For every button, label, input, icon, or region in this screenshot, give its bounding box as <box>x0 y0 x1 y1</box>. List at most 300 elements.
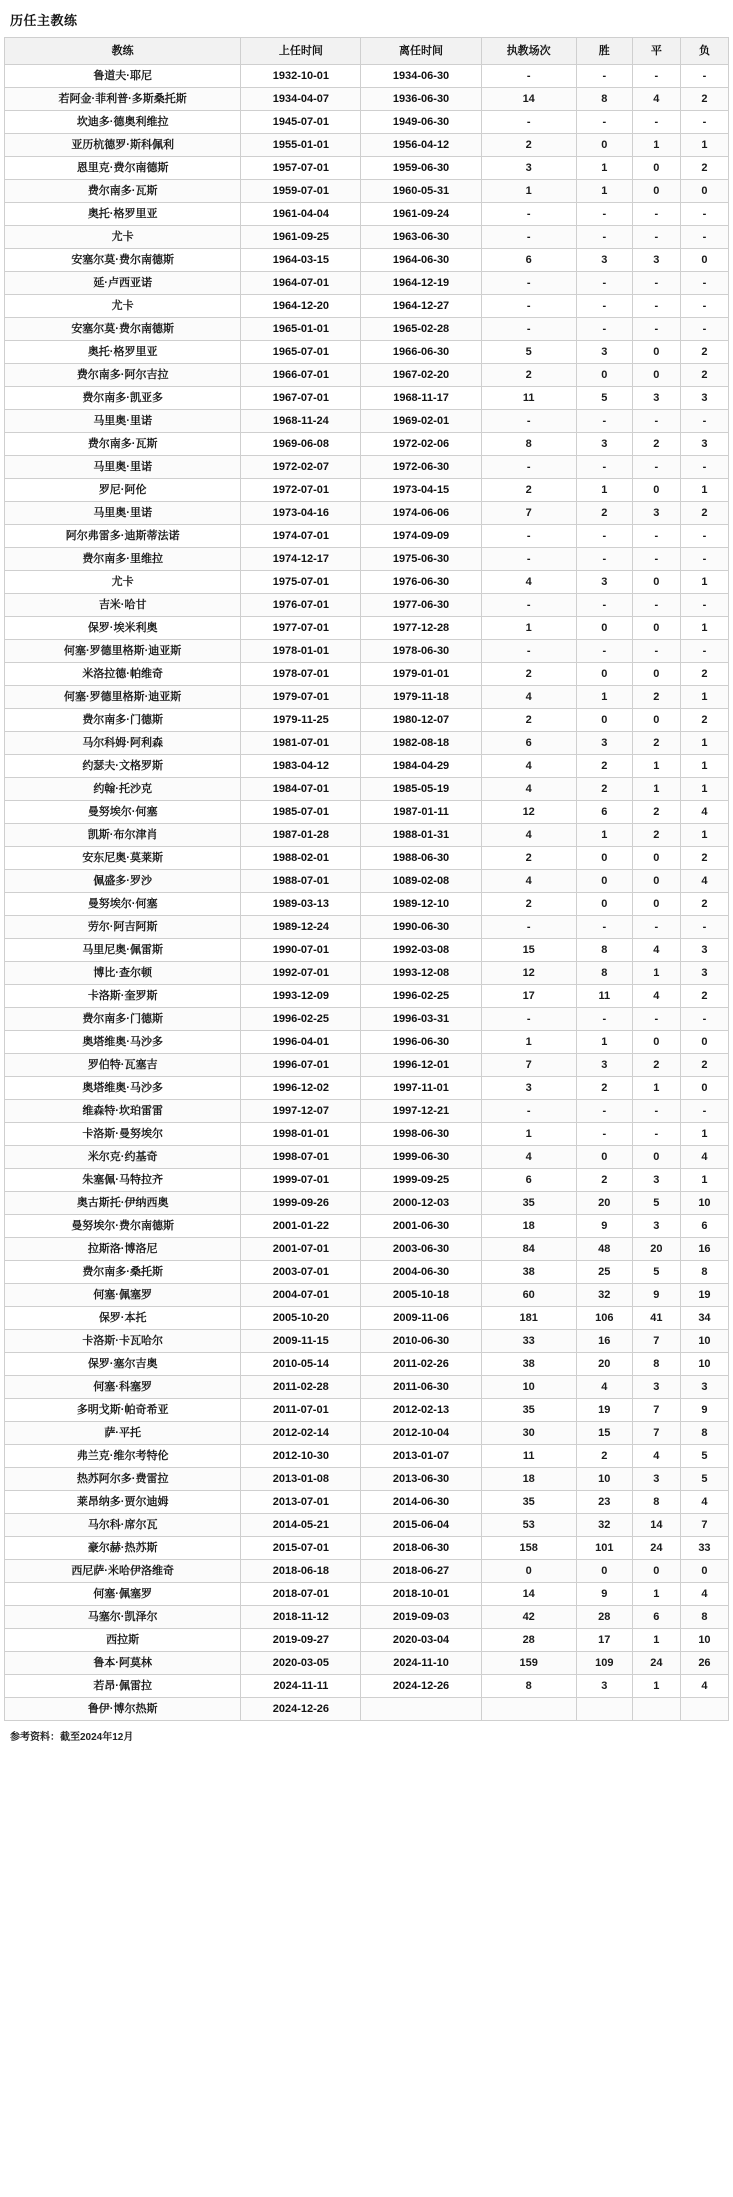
column-header-draws: 平 <box>632 38 680 65</box>
cell-draws: - <box>632 594 680 617</box>
cell-coach-name: 豪尔赫·热苏斯 <box>5 1537 241 1560</box>
cell-matches: 18 <box>481 1468 576 1491</box>
cell-draws: 7 <box>632 1330 680 1353</box>
cell-end-date: 2018-10-01 <box>361 1583 481 1606</box>
cell-start-date: 2001-01-22 <box>241 1215 361 1238</box>
cell-coach-name: 米尔克·约基奇 <box>5 1146 241 1169</box>
cell-losses: 4 <box>680 801 728 824</box>
table-row <box>5 341 729 364</box>
cell-start-date: 1967-07-01 <box>241 387 361 410</box>
cell-losses: 1 <box>680 1169 728 1192</box>
cell-end-date: 1956-04-12 <box>361 134 481 157</box>
cell-wins: 10 <box>576 1468 632 1491</box>
cell-coach-name: 弗兰克·维尔考特伦 <box>5 1445 241 1468</box>
cell-draws: 0 <box>632 341 680 364</box>
cell-matches: - <box>481 594 576 617</box>
cell-wins: 1 <box>576 686 632 709</box>
cell-matches: 7 <box>481 1054 576 1077</box>
cell-losses: - <box>680 456 728 479</box>
table-row <box>5 1353 729 1376</box>
table-row <box>5 1583 729 1606</box>
table-row <box>5 870 729 893</box>
table-row <box>5 1376 729 1399</box>
cell-coach-name: 坎迪多·德奥利维拉 <box>5 111 241 134</box>
cell-start-date: 1961-09-25 <box>241 226 361 249</box>
cell-coach-name: 热苏阿尔多·费雷拉 <box>5 1468 241 1491</box>
cell-start-date: 1945-07-01 <box>241 111 361 134</box>
cell-end-date: 1974-06-06 <box>361 502 481 525</box>
cell-losses: 3 <box>680 962 728 985</box>
cell-wins: - <box>576 272 632 295</box>
cell-coach-name: 保罗·埃米利奥 <box>5 617 241 640</box>
cell-losses: 0 <box>680 1077 728 1100</box>
cell-matches: - <box>481 525 576 548</box>
cell-losses: 2 <box>680 1054 728 1077</box>
cell-coach-name: 尤卡 <box>5 571 241 594</box>
cell-start-date: 2019-09-27 <box>241 1629 361 1652</box>
cell-coach-name: 何塞·科塞罗 <box>5 1376 241 1399</box>
table-row <box>5 111 729 134</box>
table-row <box>5 686 729 709</box>
cell-coach-name: 米洛拉德·帕维奇 <box>5 663 241 686</box>
table-row <box>5 617 729 640</box>
table-row <box>5 364 729 387</box>
table-row <box>5 847 729 870</box>
table-row <box>5 548 729 571</box>
cell-matches: - <box>481 203 576 226</box>
cell-matches: 3 <box>481 157 576 180</box>
cell-coach-name: 多明戈斯·帕奇希亚 <box>5 1399 241 1422</box>
cell-coach-name: 延·卢西亚诺 <box>5 272 241 295</box>
cell-losses: 19 <box>680 1284 728 1307</box>
cell-wins: 3 <box>576 571 632 594</box>
table-row <box>5 134 729 157</box>
cell-start-date: 2014-05-21 <box>241 1514 361 1537</box>
cell-end-date: 2004-06-30 <box>361 1261 481 1284</box>
cell-matches: 35 <box>481 1491 576 1514</box>
cell-matches: 2 <box>481 893 576 916</box>
cell-matches: 1 <box>481 617 576 640</box>
cell-wins: 48 <box>576 1238 632 1261</box>
cell-coach-name: 尤卡 <box>5 226 241 249</box>
cell-losses: 2 <box>680 663 728 686</box>
cell-start-date: 1969-06-08 <box>241 433 361 456</box>
cell-coach-name: 何塞·佩塞罗 <box>5 1284 241 1307</box>
cell-start-date: 1975-07-01 <box>241 571 361 594</box>
table-row <box>5 1399 729 1422</box>
cell-wins: 28 <box>576 1606 632 1629</box>
table-row <box>5 801 729 824</box>
cell-start-date: 2011-02-28 <box>241 1376 361 1399</box>
cell-losses: 5 <box>680 1445 728 1468</box>
cell-wins: 32 <box>576 1284 632 1307</box>
cell-losses: 4 <box>680 1146 728 1169</box>
cell-draws: 1 <box>632 1077 680 1100</box>
table-row <box>5 1100 729 1123</box>
cell-draws: 2 <box>632 824 680 847</box>
cell-wins: - <box>576 594 632 617</box>
cell-coach-name: 恩里克·费尔南德斯 <box>5 157 241 180</box>
cell-start-date: 1989-12-24 <box>241 916 361 939</box>
cell-end-date: 2024-11-10 <box>361 1652 481 1675</box>
cell-end-date: 2010-06-30 <box>361 1330 481 1353</box>
cell-matches: 18 <box>481 1215 576 1238</box>
cell-end-date: 1997-11-01 <box>361 1077 481 1100</box>
cell-matches: 158 <box>481 1537 576 1560</box>
cell-wins: 1 <box>576 824 632 847</box>
cell-coach-name: 阿尔弗雷多·迪斯蒂法诺 <box>5 525 241 548</box>
cell-wins: - <box>576 203 632 226</box>
column-header-end-date: 离任时间 <box>361 38 481 65</box>
cell-draws: 24 <box>632 1652 680 1675</box>
cell-losses: - <box>680 65 728 88</box>
column-header-wins: 胜 <box>576 38 632 65</box>
cell-start-date: 1965-01-01 <box>241 318 361 341</box>
cell-end-date: 1993-12-08 <box>361 962 481 985</box>
cell-losses: 7 <box>680 1514 728 1537</box>
cell-matches: 4 <box>481 1146 576 1169</box>
cell-draws: 8 <box>632 1353 680 1376</box>
cell-start-date: 1974-12-17 <box>241 548 361 571</box>
cell-draws: 0 <box>632 571 680 594</box>
table-row <box>5 88 729 111</box>
cell-coach-name: 拉斯洛·博洛尼 <box>5 1238 241 1261</box>
cell-wins: 0 <box>576 893 632 916</box>
cell-losses: 8 <box>680 1422 728 1445</box>
cell-draws: - <box>632 111 680 134</box>
cell-draws: 0 <box>632 870 680 893</box>
cell-coach-name: 罗尼·阿伦 <box>5 479 241 502</box>
cell-end-date: 1966-06-30 <box>361 341 481 364</box>
cell-wins: - <box>576 548 632 571</box>
table-row <box>5 433 729 456</box>
cell-draws: 4 <box>632 88 680 111</box>
cell-start-date: 2024-11-11 <box>241 1675 361 1698</box>
cell-matches: 4 <box>481 755 576 778</box>
cell-matches: 14 <box>481 88 576 111</box>
cell-losses: - <box>680 410 728 433</box>
table-row <box>5 1491 729 1514</box>
cell-wins: - <box>576 1100 632 1123</box>
cell-draws: 0 <box>632 479 680 502</box>
cell-draws: 9 <box>632 1284 680 1307</box>
cell-wins: 106 <box>576 1307 632 1330</box>
cell-wins: 8 <box>576 962 632 985</box>
cell-end-date: 1963-06-30 <box>361 226 481 249</box>
cell-losses: 8 <box>680 1261 728 1284</box>
cell-matches: 11 <box>481 1445 576 1468</box>
cell-wins: 2 <box>576 502 632 525</box>
table-row <box>5 1307 729 1330</box>
table-row <box>5 1169 729 1192</box>
table-row <box>5 640 729 663</box>
cell-draws: - <box>632 640 680 663</box>
cell-start-date: 2010-05-14 <box>241 1353 361 1376</box>
cell-wins: - <box>576 295 632 318</box>
cell-wins: 3 <box>576 1675 632 1698</box>
cell-end-date: 2018-06-30 <box>361 1537 481 1560</box>
cell-draws: 2 <box>632 732 680 755</box>
cell-matches: - <box>481 456 576 479</box>
table-row <box>5 939 729 962</box>
page-title: 历任主教练 <box>10 13 78 28</box>
cell-start-date: 1965-07-01 <box>241 341 361 364</box>
cell-wins: 1 <box>576 479 632 502</box>
cell-end-date: 1975-06-30 <box>361 548 481 571</box>
cell-losses: 1 <box>680 134 728 157</box>
cell-wins: 3 <box>576 433 632 456</box>
cell-start-date: 1985-07-01 <box>241 801 361 824</box>
cell-end-date: 2014-06-30 <box>361 1491 481 1514</box>
cell-draws: - <box>632 65 680 88</box>
table-row <box>5 594 729 617</box>
cell-losses: 33 <box>680 1537 728 1560</box>
cell-losses: 5 <box>680 1468 728 1491</box>
table-row <box>5 410 729 433</box>
cell-draws: - <box>632 1123 680 1146</box>
cell-draws: 1 <box>632 755 680 778</box>
cell-matches: 11 <box>481 387 576 410</box>
cell-matches: - <box>481 318 576 341</box>
table-row <box>5 755 729 778</box>
cell-losses: 4 <box>680 1675 728 1698</box>
cell-wins: 9 <box>576 1215 632 1238</box>
cell-coach-name: 费尔南多·瓦斯 <box>5 433 241 456</box>
cell-draws: 2 <box>632 686 680 709</box>
cell-start-date: 2013-07-01 <box>241 1491 361 1514</box>
cell-draws: 5 <box>632 1192 680 1215</box>
table-row <box>5 916 729 939</box>
cell-matches: 181 <box>481 1307 576 1330</box>
cell-end-date: 1985-05-19 <box>361 778 481 801</box>
cell-draws: - <box>632 1008 680 1031</box>
cell-end-date: 1934-06-30 <box>361 65 481 88</box>
cell-losses: 10 <box>680 1353 728 1376</box>
cell-wins: 0 <box>576 847 632 870</box>
cell-losses: 10 <box>680 1192 728 1215</box>
table-row <box>5 1652 729 1675</box>
cell-start-date: 1973-04-16 <box>241 502 361 525</box>
cell-start-date: 1996-04-01 <box>241 1031 361 1054</box>
cell-start-date: 1999-09-26 <box>241 1192 361 1215</box>
cell-end-date: 2000-12-03 <box>361 1192 481 1215</box>
cell-draws: 20 <box>632 1238 680 1261</box>
cell-matches: - <box>481 640 576 663</box>
cell-draws <box>632 1698 680 1721</box>
table-header <box>5 38 729 65</box>
cell-end-date: 1972-02-06 <box>361 433 481 456</box>
cell-matches: 12 <box>481 801 576 824</box>
cell-end-date: 1974-09-09 <box>361 525 481 548</box>
table-row <box>5 249 729 272</box>
cell-losses: 1 <box>680 571 728 594</box>
cell-wins: 20 <box>576 1192 632 1215</box>
cell-start-date: 1979-07-01 <box>241 686 361 709</box>
cell-matches: - <box>481 916 576 939</box>
cell-matches: 38 <box>481 1261 576 1284</box>
cell-start-date: 2012-10-30 <box>241 1445 361 1468</box>
cell-wins: 9 <box>576 1583 632 1606</box>
cell-start-date: 1966-07-01 <box>241 364 361 387</box>
cell-draws: 3 <box>632 1376 680 1399</box>
cell-end-date: 1990-06-30 <box>361 916 481 939</box>
cell-losses: - <box>680 203 728 226</box>
coach-history-table <box>4 37 729 1721</box>
cell-end-date: 2015-06-04 <box>361 1514 481 1537</box>
table-row <box>5 1008 729 1031</box>
cell-start-date: 1932-10-01 <box>241 65 361 88</box>
cell-draws: 1 <box>632 134 680 157</box>
cell-end-date: 1999-09-25 <box>361 1169 481 1192</box>
cell-start-date: 2020-03-05 <box>241 1652 361 1675</box>
cell-matches: 53 <box>481 1514 576 1537</box>
cell-losses: 2 <box>680 985 728 1008</box>
cell-end-date: 1992-03-08 <box>361 939 481 962</box>
table-row <box>5 525 729 548</box>
cell-coach-name: 罗伯特·瓦塞吉 <box>5 1054 241 1077</box>
table-row <box>5 1445 729 1468</box>
table-row <box>5 1031 729 1054</box>
cell-losses: 10 <box>680 1330 728 1353</box>
cell-coach-name: 朱塞佩·马特拉齐 <box>5 1169 241 1192</box>
cell-start-date: 2004-07-01 <box>241 1284 361 1307</box>
cell-end-date: 1964-12-19 <box>361 272 481 295</box>
cell-coach-name: 费尔南多·瓦斯 <box>5 180 241 203</box>
cell-matches: - <box>481 1100 576 1123</box>
table-row <box>5 226 729 249</box>
cell-matches: - <box>481 65 576 88</box>
cell-losses: 1 <box>680 1123 728 1146</box>
table-row <box>5 1560 729 1583</box>
cell-wins: 3 <box>576 341 632 364</box>
cell-start-date: 1996-02-25 <box>241 1008 361 1031</box>
table-row <box>5 203 729 226</box>
cell-wins: - <box>576 410 632 433</box>
cell-draws: 4 <box>632 985 680 1008</box>
cell-start-date: 1989-03-13 <box>241 893 361 916</box>
cell-end-date: 1996-12-01 <box>361 1054 481 1077</box>
cell-coach-name: 安东尼奥·莫莱斯 <box>5 847 241 870</box>
cell-draws: 7 <box>632 1422 680 1445</box>
cell-draws: 0 <box>632 663 680 686</box>
cell-coach-name: 佩盛多·罗沙 <box>5 870 241 893</box>
cell-draws: 1 <box>632 1583 680 1606</box>
cell-matches: 7 <box>481 502 576 525</box>
table-row <box>5 778 729 801</box>
cell-losses: 1 <box>680 617 728 640</box>
cell-matches: - <box>481 410 576 433</box>
cell-losses: 3 <box>680 939 728 962</box>
cell-wins: 8 <box>576 88 632 111</box>
table-row <box>5 709 729 732</box>
cell-wins: 2 <box>576 1077 632 1100</box>
cell-end-date: 2018-06-27 <box>361 1560 481 1583</box>
cell-wins: 0 <box>576 709 632 732</box>
cell-coach-name: 马里尼奥·佩雷斯 <box>5 939 241 962</box>
cell-wins <box>576 1698 632 1721</box>
cell-wins: 0 <box>576 364 632 387</box>
column-header-matches: 执教场次 <box>481 38 576 65</box>
cell-draws: 0 <box>632 1146 680 1169</box>
cell-draws: 3 <box>632 387 680 410</box>
cell-start-date: 1978-07-01 <box>241 663 361 686</box>
table-row <box>5 1284 729 1307</box>
cell-matches: - <box>481 1008 576 1031</box>
cell-coach-name: 马尔科·席尔瓦 <box>5 1514 241 1537</box>
cell-draws: 1 <box>632 1629 680 1652</box>
cell-matches: 2 <box>481 134 576 157</box>
cell-draws: 3 <box>632 1215 680 1238</box>
cell-losses: - <box>680 1008 728 1031</box>
cell-matches: 12 <box>481 962 576 985</box>
cell-losses: 0 <box>680 1560 728 1583</box>
cell-end-date: 1960-05-31 <box>361 180 481 203</box>
cell-losses: 10 <box>680 1629 728 1652</box>
cell-matches: 4 <box>481 824 576 847</box>
cell-end-date: 1977-06-30 <box>361 594 481 617</box>
cell-end-date: 1959-06-30 <box>361 157 481 180</box>
cell-wins: 109 <box>576 1652 632 1675</box>
cell-coach-name: 萨·平托 <box>5 1422 241 1445</box>
cell-draws: - <box>632 226 680 249</box>
cell-coach-name: 亚历杭德罗·斯科佩利 <box>5 134 241 157</box>
cell-coach-name: 安塞尔莫·费尔南德斯 <box>5 249 241 272</box>
table-row <box>5 1054 729 1077</box>
cell-coach-name: 马塞尔·凯泽尔 <box>5 1606 241 1629</box>
cell-wins: 3 <box>576 249 632 272</box>
cell-matches: 2 <box>481 847 576 870</box>
cell-start-date: 1988-07-01 <box>241 870 361 893</box>
cell-losses: 2 <box>680 893 728 916</box>
cell-losses: 2 <box>680 341 728 364</box>
cell-end-date: 1949-06-30 <box>361 111 481 134</box>
cell-losses: 2 <box>680 502 728 525</box>
cell-draws: 0 <box>632 847 680 870</box>
cell-end-date: 1987-01-11 <box>361 801 481 824</box>
cell-draws: 0 <box>632 1560 680 1583</box>
cell-coach-name: 卡洛斯·卡瓦哈尔 <box>5 1330 241 1353</box>
cell-end-date: 2013-06-30 <box>361 1468 481 1491</box>
cell-coach-name: 费尔南多·阿尔吉拉 <box>5 364 241 387</box>
cell-coach-name: 约瑟夫·文格罗斯 <box>5 755 241 778</box>
cell-coach-name: 约翰·托沙克 <box>5 778 241 801</box>
table-row <box>5 1606 729 1629</box>
cell-coach-name: 费尔南多·桑托斯 <box>5 1261 241 1284</box>
cell-end-date: 1961-09-24 <box>361 203 481 226</box>
table-body <box>5 65 729 1721</box>
table-row <box>5 1629 729 1652</box>
cell-start-date: 1988-02-01 <box>241 847 361 870</box>
cell-end-date: 1980-12-07 <box>361 709 481 732</box>
cell-coach-name: 马里奥·里诺 <box>5 410 241 433</box>
table-row <box>5 295 729 318</box>
cell-draws: 2 <box>632 433 680 456</box>
cell-end-date: 1967-02-20 <box>361 364 481 387</box>
cell-matches: 159 <box>481 1652 576 1675</box>
cell-draws: 0 <box>632 180 680 203</box>
cell-matches: 6 <box>481 732 576 755</box>
cell-losses: - <box>680 548 728 571</box>
cell-coach-name: 曼努埃尔·费尔南德斯 <box>5 1215 241 1238</box>
cell-end-date: 1965-02-28 <box>361 318 481 341</box>
cell-matches: 84 <box>481 1238 576 1261</box>
cell-draws: 4 <box>632 1445 680 1468</box>
cell-losses: 4 <box>680 870 728 893</box>
cell-end-date: 2009-11-06 <box>361 1307 481 1330</box>
cell-losses: 4 <box>680 1583 728 1606</box>
cell-end-date: 2011-02-26 <box>361 1353 481 1376</box>
table-row <box>5 571 729 594</box>
